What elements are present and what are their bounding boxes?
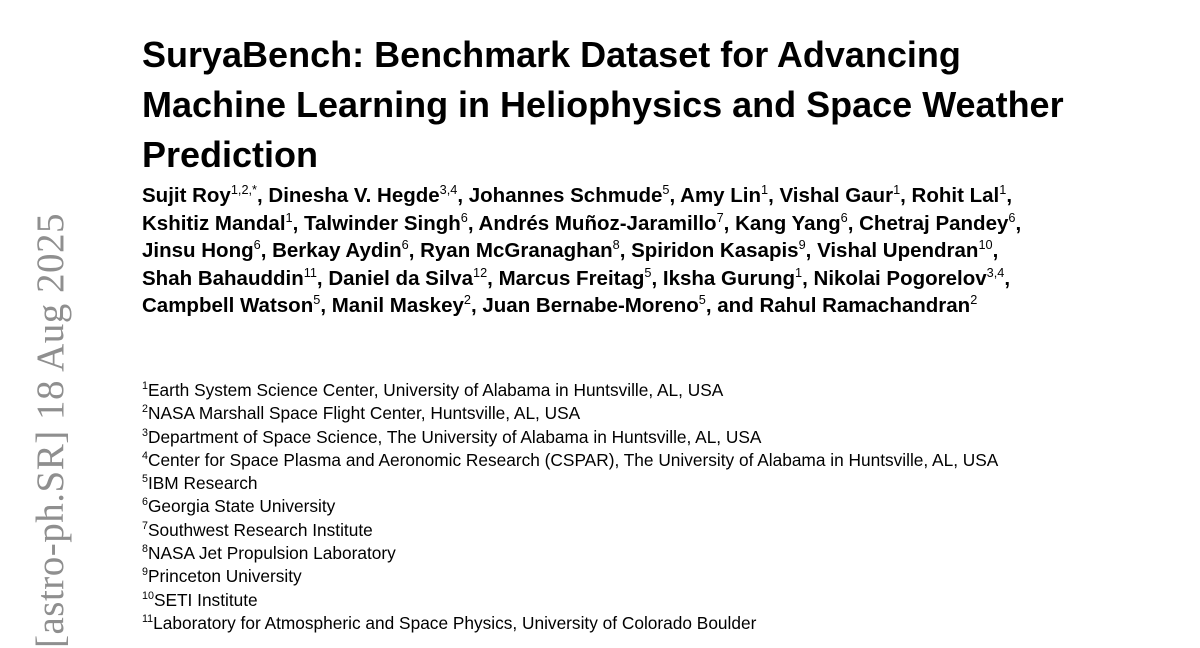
author-affiliation-marker: 7 (716, 209, 724, 225)
author-name: Chetraj Pandey (859, 211, 1009, 235)
author (272, 236, 409, 262)
author-affiliation-marker: 6 (253, 236, 261, 252)
author (468, 181, 670, 207)
author-affiliation-marker: 1 (761, 181, 769, 197)
author-name: Juan Bernabe-Moreno (482, 294, 699, 317)
author-separator: , (651, 266, 663, 290)
author-affiliation-marker: 1 (285, 209, 293, 225)
affiliation-item (142, 379, 1077, 402)
affiliation-text: NASA Jet Propulsion Laboratory (147, 543, 396, 564)
affiliation-number: 8 (142, 543, 148, 556)
author-name: Berkay Aydin (272, 239, 402, 262)
author-name: Iksha Gurung (662, 266, 796, 290)
affiliation-number: 7 (142, 519, 148, 532)
author-separator: , (256, 184, 269, 207)
affiliation-number: 9 (142, 566, 148, 579)
author-affiliation-marker: 3,4 (439, 181, 458, 197)
affiliation-text: Georgia State University (147, 496, 336, 517)
author-affiliation-marker: 6 (840, 209, 848, 225)
author (142, 236, 261, 262)
affiliation-number: 6 (142, 496, 148, 509)
affiliation-number: 1 (142, 380, 148, 393)
affiliation-item (142, 565, 1077, 588)
author (813, 264, 1005, 290)
author-affiliation-marker: 1,2,* (230, 181, 257, 197)
author-separator: , (723, 211, 736, 235)
author-affiliation-marker: 6 (401, 236, 409, 252)
author (859, 209, 1016, 235)
author-separator: , (457, 184, 469, 207)
author-affiliation-marker: 5 (662, 181, 670, 197)
author-affiliation-marker: 6 (1008, 209, 1016, 225)
author-affiliation-marker: 5 (698, 291, 706, 307)
author (142, 291, 321, 317)
affiliation-item (142, 449, 1077, 472)
author-name: Vishal Gaur (779, 184, 894, 207)
affiliation-text: Southwest Research Institute (147, 519, 373, 540)
author-name: Kang Yang (735, 211, 841, 235)
author-name: Talwinder Singh (304, 211, 461, 235)
affiliation-item (142, 402, 1077, 425)
affiliation-list (142, 379, 1077, 635)
author (680, 181, 769, 207)
author (142, 209, 293, 235)
author (304, 209, 468, 235)
author-separator: , (467, 211, 479, 235)
author-separator: , (847, 211, 860, 235)
author-name: Sujit Roy (142, 184, 231, 207)
author (328, 264, 488, 290)
author (331, 291, 471, 317)
author (478, 209, 724, 235)
author-name: Rahul Ramachandran (759, 294, 971, 317)
author-affiliation-marker: 8 (612, 236, 620, 252)
author-separator: , (292, 211, 304, 235)
author-name: Vishal Upendran (817, 239, 979, 262)
author-separator: , (805, 239, 818, 262)
affiliation-item (142, 495, 1077, 518)
affiliation-item (142, 426, 1077, 449)
author-name: Kshitiz Mandal (142, 211, 286, 235)
author-name: Johannes Schmude (468, 184, 663, 207)
affiliation-item (142, 589, 1077, 612)
author-separator: , (705, 294, 718, 317)
author-name: Manil Maskey (331, 294, 464, 317)
author (911, 181, 1007, 207)
affiliation-text: Laboratory for Atmospheric and Space Physics, University of Colorado Boulder (153, 612, 757, 633)
author-affiliation-marker: 5 (313, 291, 321, 307)
author-name: Daniel da Silva (328, 266, 474, 290)
author-affiliation-marker: 1 (999, 181, 1007, 197)
affiliation-item (142, 519, 1077, 542)
author-affiliation-marker: 11 (303, 264, 317, 280)
author (268, 181, 458, 207)
affiliation-number: 4 (142, 449, 148, 462)
author-separator: , (992, 239, 999, 262)
author (662, 264, 803, 290)
author-conjunction: and (717, 294, 760, 317)
author-affiliation-marker: 5 (644, 264, 652, 280)
author-name: Andrés Muñoz-Jaramillo (478, 211, 717, 235)
author-affiliation-marker: 10 (978, 236, 993, 252)
author (735, 209, 848, 235)
author-affiliation-marker: 12 (473, 264, 488, 280)
affiliation-item (142, 612, 1077, 635)
author-affiliation-marker: 6 (460, 209, 468, 225)
author-affiliation-marker: 9 (798, 236, 806, 252)
author-name: Dinesha V. Hegde (268, 184, 440, 207)
author-affiliation-marker: 3,4 (986, 264, 1005, 280)
author-separator: , (1004, 266, 1011, 290)
author (142, 181, 257, 207)
author (759, 291, 978, 317)
author (482, 291, 706, 317)
author (779, 181, 901, 207)
author-affiliation-marker: 1 (795, 264, 803, 280)
author-separator: , (669, 184, 681, 207)
author-affiliation-marker: 2 (463, 291, 471, 307)
author-name: Rohit Lal (911, 184, 1000, 207)
affiliation-number: 11 (142, 613, 154, 625)
author-separator: , (900, 184, 912, 207)
affiliation-number: 3 (142, 426, 148, 439)
affiliation-text: NASA Marshall Space Flight Center, Huntsville, AL, USA (147, 403, 581, 424)
author-name: Campbell Watson (142, 294, 314, 317)
arxiv-side-stamp: [astro-ph.SR] 18 Aug 2025 (29, 213, 72, 648)
author-name: Shah Bahauddin (142, 266, 304, 290)
author-separator: , (619, 239, 632, 262)
author (420, 236, 620, 262)
author-separator: , (408, 239, 421, 262)
affiliation-text: Earth System Science Center, University of Alabama in Huntsville, AL, USA (147, 380, 724, 400)
author-name: Spiridon Kasapis (631, 239, 799, 262)
author-separator: , (1006, 184, 1013, 207)
author (817, 236, 993, 262)
author-name: Nikolai Pogorelov (813, 266, 987, 290)
affiliation-item (142, 542, 1077, 565)
author-separator: , (316, 266, 329, 290)
affiliation-text: SETI Institute (153, 589, 258, 610)
author-list (142, 182, 1077, 320)
affiliation-text: Department of Space Science, The University of Alabama in Huntsville, AL, USA (147, 426, 762, 447)
author (498, 264, 652, 290)
author (142, 264, 317, 290)
author-separator: , (802, 266, 814, 290)
affiliation-item (142, 472, 1077, 495)
author-name: Marcus Freitag (498, 266, 645, 290)
author-separator: , (470, 294, 483, 317)
affiliation-text: Princeton University (147, 566, 302, 587)
author-name: Jinsu Hong (142, 239, 254, 262)
author-affiliation-marker: 1 (893, 181, 901, 197)
author-name: Amy Lin (680, 184, 762, 207)
author-name: Ryan McGranaghan (420, 239, 613, 262)
author-separator: , (1015, 211, 1022, 235)
affiliation-text: Center for Space Plasma and Aeronomic Research (CSPAR), The University of Alabama in Huntsville, AL, USA (147, 449, 999, 470)
affiliation-number: 10 (142, 589, 154, 602)
affiliation-text: IBM Research (147, 473, 258, 494)
author-separator: , (320, 294, 332, 317)
author (631, 236, 806, 262)
affiliation-number: 2 (142, 403, 148, 416)
author-separator: , (487, 266, 499, 290)
author-affiliation-marker: 2 (970, 291, 978, 307)
paper-title: SuryaBench: Benchmark Dataset for Advancing Machine Learning in Heliophysics and Space Weather Prediction (142, 34, 1064, 175)
affiliation-number: 5 (142, 473, 148, 486)
author-separator: , (768, 184, 780, 207)
author-separator: , (260, 239, 273, 262)
